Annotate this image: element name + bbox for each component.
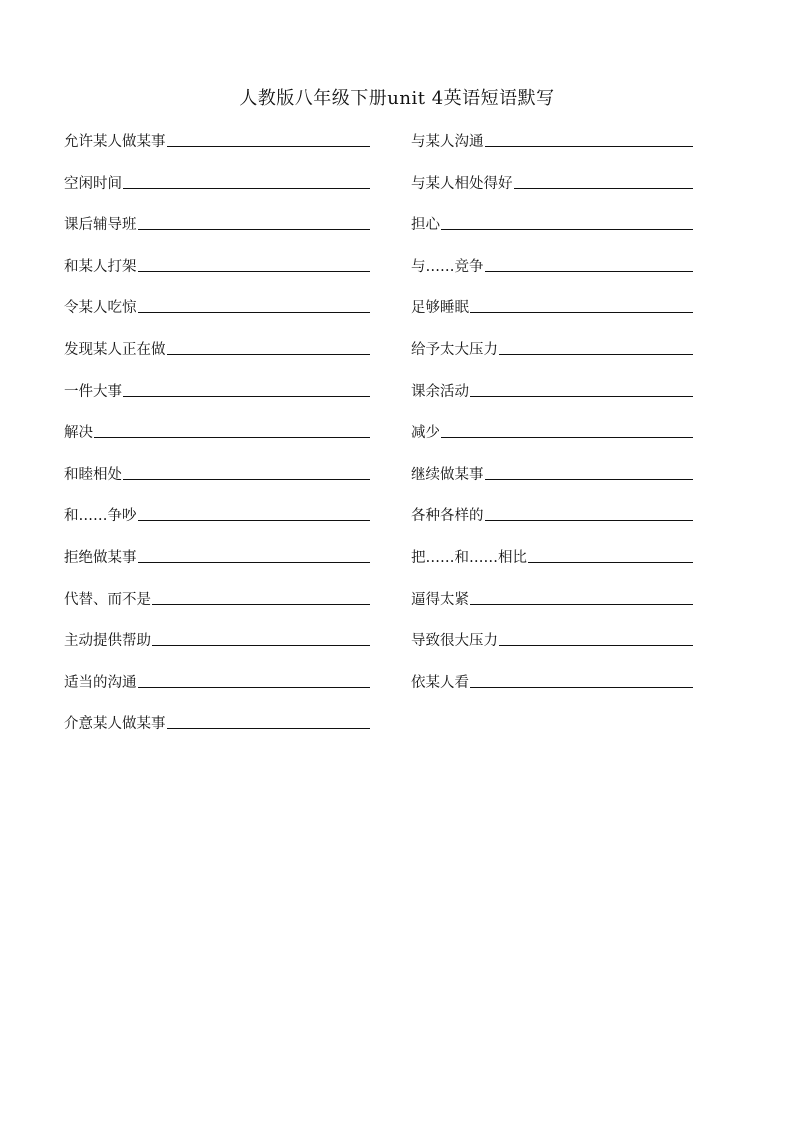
phrase-row	[64, 374, 370, 401]
phrase-label: 各种各样的	[411, 508, 484, 525]
phrase-row	[64, 498, 370, 525]
phrase-label: 与……竞争	[411, 258, 484, 275]
answer-blank[interactable]	[470, 311, 693, 313]
phrase-label: 主动提供帮助	[64, 633, 151, 650]
phrase-label: 课后辅导班	[64, 217, 137, 234]
phrase-row	[64, 457, 370, 484]
left-column	[64, 124, 370, 748]
phrase-row	[64, 623, 370, 650]
phrase-label: 允许某人做某事	[64, 134, 166, 150]
phrase-row	[411, 665, 693, 692]
phrase-label: 代替、而不是	[64, 591, 151, 608]
answer-blank[interactable]	[485, 270, 694, 272]
phrase-row	[64, 665, 370, 692]
answer-blank[interactable]	[499, 353, 693, 355]
phrase-row	[411, 207, 693, 234]
right-column	[411, 124, 693, 706]
answer-blank[interactable]	[514, 187, 694, 189]
page-title: 人教版八年级下册unit 4英语短语默写	[239, 88, 555, 109]
answer-blank[interactable]	[485, 478, 694, 480]
phrase-row	[411, 124, 693, 151]
phrase-row	[64, 706, 370, 733]
phrase-label: 空闲时间	[64, 175, 122, 192]
phrase-label: 介意某人做某事	[64, 716, 166, 733]
phrase-row	[411, 415, 693, 442]
phrase-row	[411, 582, 693, 609]
phrase-row	[411, 623, 693, 650]
answer-blank[interactable]	[152, 644, 370, 646]
answer-blank[interactable]	[441, 436, 693, 438]
answer-blank[interactable]	[499, 644, 693, 646]
phrase-label: 依某人看	[411, 674, 469, 691]
answer-blank[interactable]	[123, 478, 370, 480]
phrase-label: 发现某人正在做	[64, 341, 166, 358]
phrase-row	[64, 540, 370, 567]
answer-blank[interactable]	[167, 353, 371, 355]
phrase-row	[411, 332, 693, 359]
answer-blank[interactable]	[138, 519, 371, 521]
answer-blank[interactable]	[470, 686, 693, 688]
phrase-label: 减少	[411, 425, 440, 442]
phrase-label: 令某人吃惊	[64, 300, 137, 317]
phrase-row	[411, 166, 693, 193]
answer-blank[interactable]	[167, 145, 371, 147]
phrase-label: 课余活动	[411, 383, 469, 400]
answer-blank[interactable]	[152, 603, 370, 605]
phrase-row	[64, 124, 370, 151]
answer-blank[interactable]	[167, 727, 371, 729]
answer-blank[interactable]	[123, 187, 370, 189]
phrase-label: 足够睡眠	[411, 300, 469, 317]
phrase-row	[64, 166, 370, 193]
answer-blank[interactable]	[138, 311, 371, 313]
phrase-label: 和……争吵	[64, 508, 137, 525]
phrase-label: 把……和……相比	[411, 549, 527, 566]
phrase-label: 给予太大压力	[411, 341, 498, 358]
phrase-label: 与某人沟通	[411, 134, 484, 150]
answer-blank[interactable]	[123, 395, 370, 397]
phrase-label: 导致很大压力	[411, 633, 498, 650]
phrase-row	[411, 498, 693, 525]
phrase-label: 和某人打架	[64, 258, 137, 275]
phrase-label: 解决	[64, 425, 93, 442]
phrase-label: 逼得太紧	[411, 591, 469, 608]
answer-blank[interactable]	[138, 228, 371, 230]
answer-blank[interactable]	[94, 436, 370, 438]
phrase-label: 和睦相处	[64, 466, 122, 483]
phrase-label: 与某人相处得好	[411, 175, 513, 192]
answer-blank[interactable]	[470, 395, 693, 397]
phrase-row	[64, 582, 370, 609]
phrase-label: 适当的沟通	[64, 674, 137, 691]
phrase-row	[411, 540, 693, 567]
phrase-row	[411, 249, 693, 276]
phrase-row	[64, 207, 370, 234]
phrase-row	[411, 374, 693, 401]
phrase-row	[411, 457, 693, 484]
answer-blank[interactable]	[441, 228, 693, 230]
phrase-row	[64, 415, 370, 442]
answer-blank[interactable]	[138, 270, 371, 272]
answer-blank[interactable]	[470, 603, 693, 605]
phrase-label: 一件大事	[64, 383, 122, 400]
answer-blank[interactable]	[528, 561, 693, 563]
answer-blank[interactable]	[138, 686, 371, 688]
answer-blank[interactable]	[485, 145, 694, 147]
phrase-row	[64, 332, 370, 359]
answer-blank[interactable]	[485, 519, 694, 521]
phrase-row	[64, 249, 370, 276]
phrase-label: 拒绝做某事	[64, 549, 137, 566]
phrase-row	[64, 290, 370, 317]
phrase-row	[411, 290, 693, 317]
phrase-label: 担心	[411, 217, 440, 234]
phrase-label: 继续做某事	[411, 466, 484, 483]
answer-blank[interactable]	[138, 561, 371, 563]
